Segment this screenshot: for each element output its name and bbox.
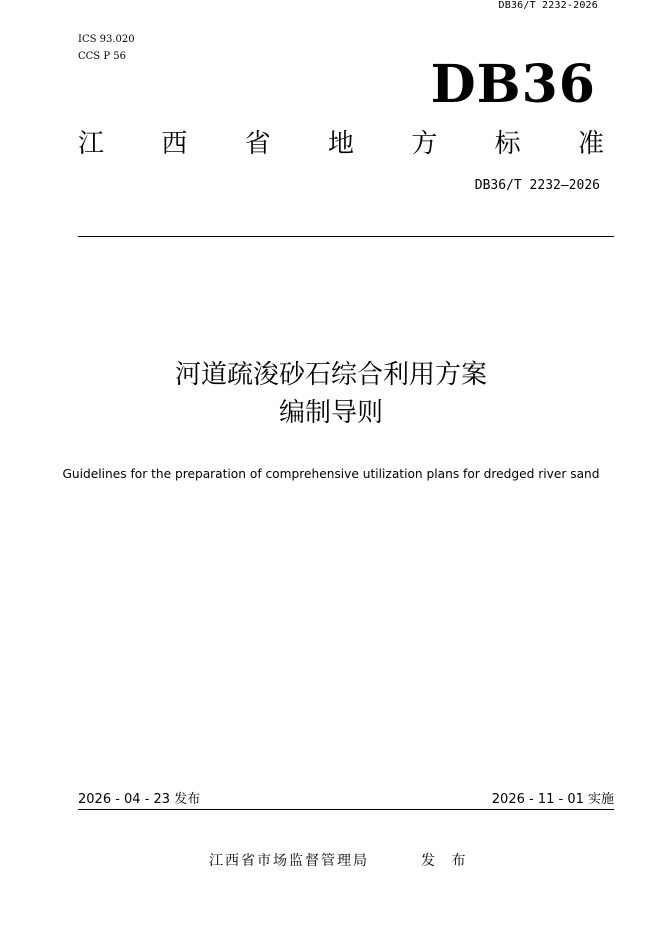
db36-mark: DB36: [430, 54, 596, 115]
ccs-code: CCS P 56: [78, 51, 126, 62]
issue-date: 2026 - 04 - 23 发布: [78, 792, 201, 807]
standard-type-char: 标: [494, 129, 521, 159]
standard-type-char: 江: [78, 129, 105, 159]
ics-code: ICS 93.020: [78, 34, 135, 45]
title-english: Guidelines for the preparation of comprehensive utilization plans for dredged river sand: [62, 467, 600, 481]
implementation-date: 2026 - 11 - 01 实施: [491, 792, 614, 807]
title-chinese: [0, 356, 662, 432]
standard-number: DB36/T 2232—2026: [474, 178, 600, 193]
title-chinese-line-1: 河道疏浚砂石综合利用方案: [174, 360, 487, 390]
standard-type-char: 地: [327, 129, 354, 159]
standard-type-char: 省: [244, 129, 271, 159]
standard-type-char: 西: [161, 129, 188, 159]
standard-type-char: 方: [411, 129, 438, 159]
title-chinese-line-2: 编制导则: [278, 398, 383, 428]
header-standard-code: DB36/T 2232-2026: [498, 0, 598, 11]
publisher-name: 江西省市场监督管理局: [209, 853, 369, 869]
standard-type-heading: [78, 124, 604, 164]
top-divider: [78, 236, 614, 237]
standard-type-char: 准: [577, 129, 604, 159]
publish-action: 发 布: [421, 853, 472, 869]
bottom-divider: [78, 809, 614, 810]
